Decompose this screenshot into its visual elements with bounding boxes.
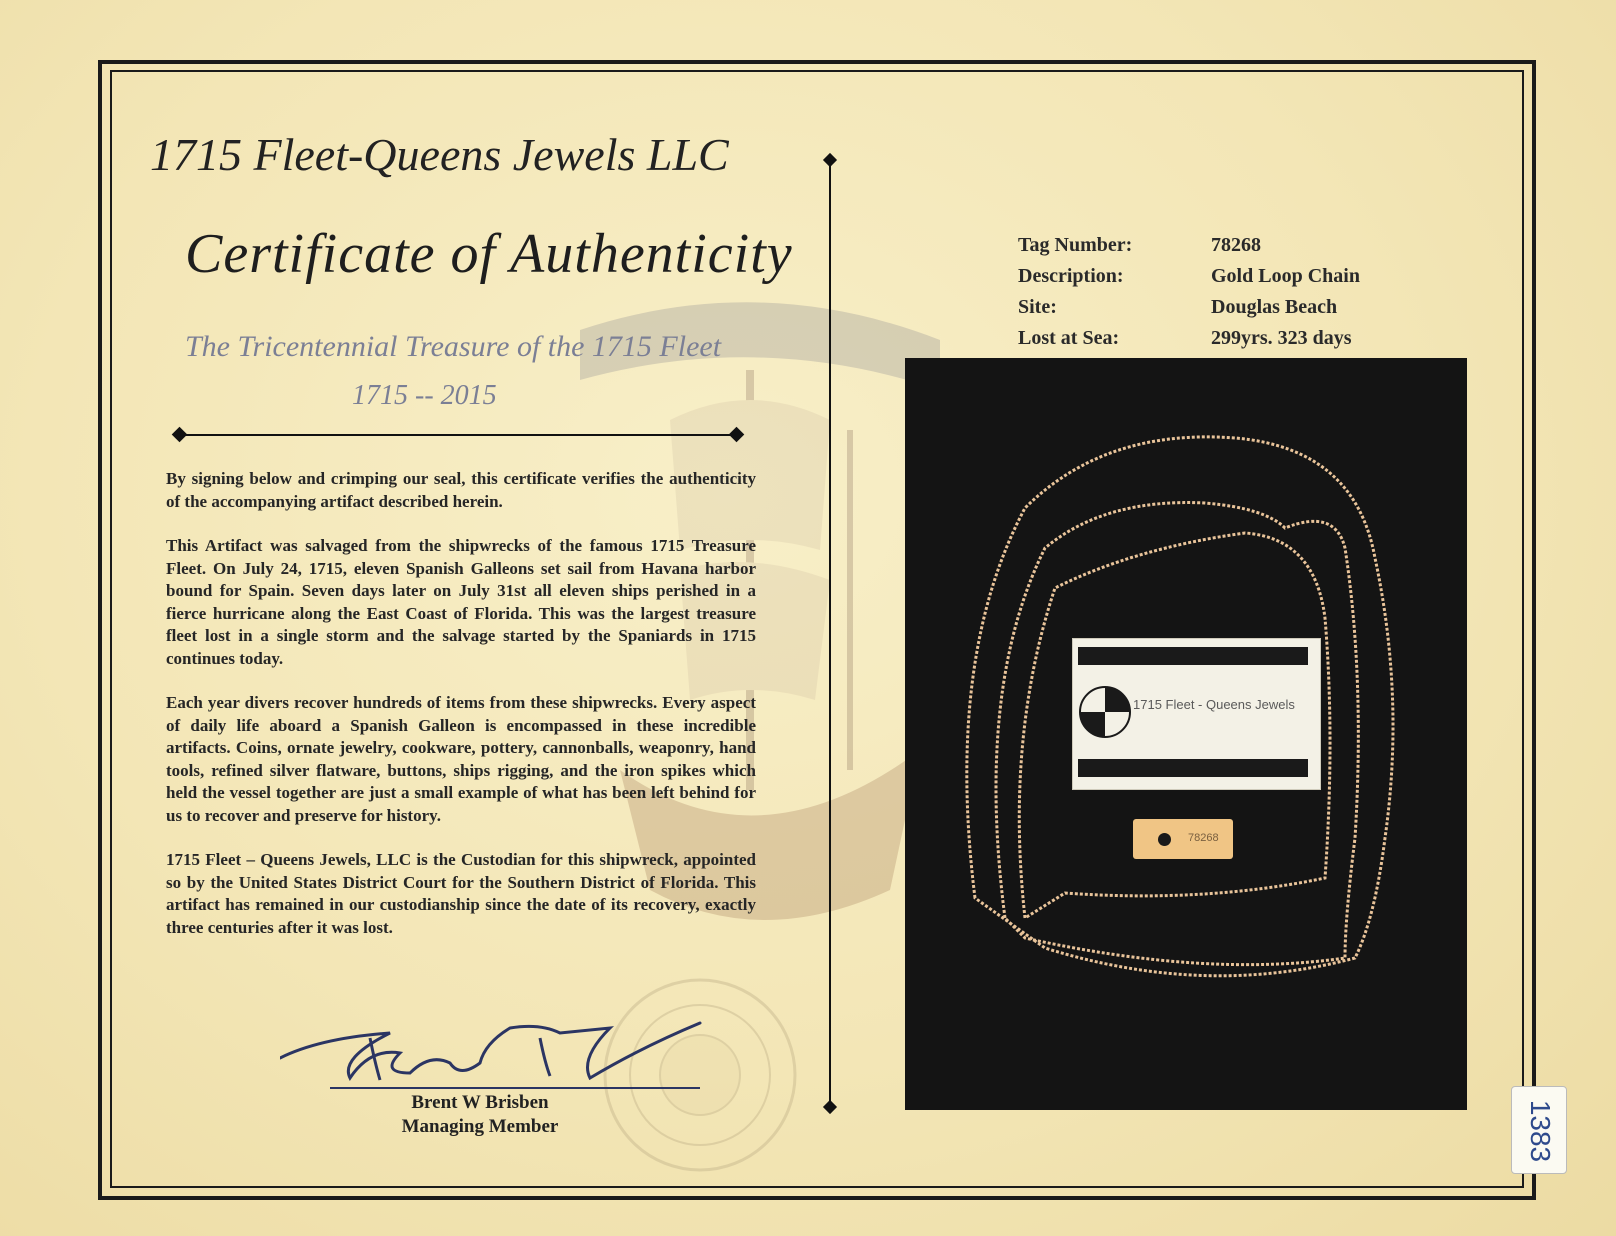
tag-hole [1158, 833, 1171, 846]
handwritten-note [1511, 1086, 1567, 1174]
detail-label: Lost at Sea: [1018, 327, 1120, 349]
tag-number: 78268 [1188, 832, 1219, 844]
detail-row [1018, 261, 1360, 292]
scale-card [1072, 638, 1321, 790]
detail-value: Douglas Beach [1211, 296, 1338, 318]
certificate-subtitle: The Tricentennial Treasure of the 1715 Fleet [185, 330, 722, 363]
note-number: 1383 [1525, 1099, 1556, 1163]
company-name: 1715 Fleet-Queens Jewels LLC [150, 129, 729, 180]
certificate-years: 1715 -- 2015 [352, 380, 497, 411]
paragraph: By signing below and crimping our seal, this certificate verifies the authenticity of the accompanying artifact described herein. [166, 469, 756, 511]
certificate-title: Certificate of Authenticity [185, 223, 793, 285]
artifact-details [1018, 230, 1360, 354]
detail-row [1018, 230, 1360, 261]
signer-name: Brent W Brisben [411, 1092, 549, 1113]
detail-value: Gold Loop Chain [1211, 265, 1360, 287]
detail-label: Tag Number: [1018, 234, 1133, 256]
vertical-divider [829, 160, 831, 1110]
title-divider [180, 434, 736, 436]
detail-row [1018, 292, 1360, 323]
artifact-tag [1133, 819, 1233, 859]
detail-row [1018, 323, 1360, 354]
paragraph: 1715 Fleet – Queens Jewels, LLC is the Custodian for this shipwreck, appointed so by the United States District Court for the Southern District of Florida. This artifact has remained in our custodianship since the date of its recovery, exactly three centuries after it was lost. [166, 850, 756, 937]
detail-value: 78268 [1211, 234, 1261, 256]
paragraph: This Artifact was salvaged from the shipwrecks of the famous 1715 Treasure Fleet. On July 24, 1715, eleven Spanish Galleons set sail from Havana harbor bound for Spain. Seven days later on July 31st all eleven ships perished in a fierce hurricane along the East Coast of Florida. This was the largest treasure fleet lost in a single storm and the salvage started by the Spaniards in 1715 continues today. [166, 536, 756, 668]
detail-value: 299yrs. 323 days [1211, 327, 1352, 349]
scale-card-label: 1715 Fleet - Queens Jewels [1133, 697, 1295, 712]
paragraph: Each year divers recover hundreds of items from these shipwrecks. Every aspect of daily life aboard a Spanish Galleon is encompassed in these incredible artifacts. Coins, ornate jewelry, cookware, pottery, cannonballs, weaponry, hand tools, refined silver flatware, buttons, ships rigging, and the iron spikes which held the vessel together are just a small example of what has been left behind for us to recover and preserve for history. [166, 693, 756, 825]
detail-label: Description: [1018, 265, 1124, 287]
detail-label: Site: [1018, 296, 1057, 318]
signer-block [360, 1091, 600, 1139]
signer-title: Managing Member [401, 1116, 559, 1137]
certificate-body [166, 468, 756, 961]
artifact-photo [905, 358, 1467, 1110]
scale-ruler [1073, 639, 1320, 789]
